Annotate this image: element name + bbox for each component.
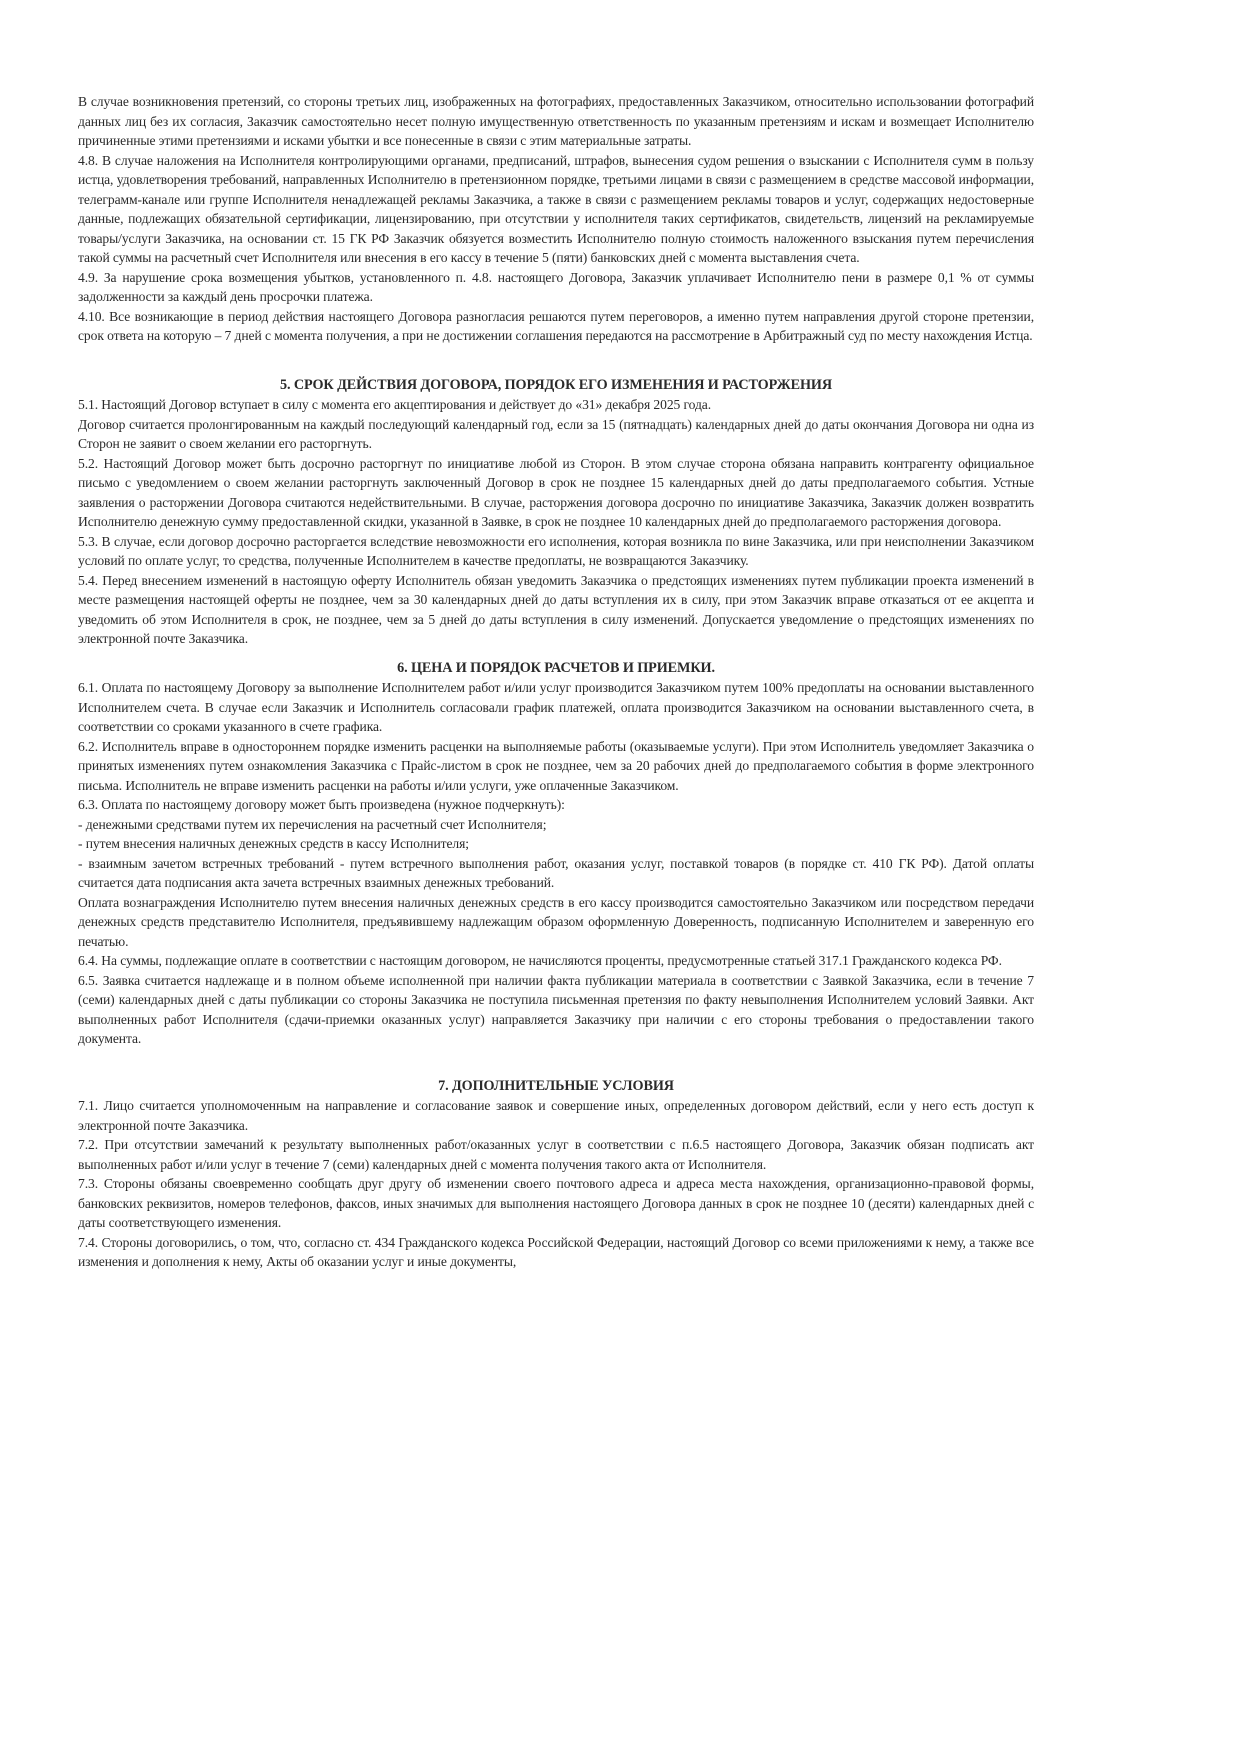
paragraph-7-3: 7.3. Стороны обязаны своевременно сообщать друг другу об изменении своего почтового адреса и адреса места нахождения, организационно-правовой формы, банковских реквизитов, номеров телефонов, факсов, иных значимых для выполнения настоящего Договора данных в срок не позднее 10 (десяти) календарных дней с даты соответствующего изменения.	[78, 1176, 1034, 1230]
payment-option-2: - путем внесения наличных денежных средств в кассу Исполнителя;	[78, 836, 469, 851]
section-5-title: 5. СРОК ДЕЙСТВИЯ ДОГОВОРА, ПОРЯДОК ЕГО ИЗМЕНЕНИЯ И РАСТОРЖЕНИЯ	[279, 376, 832, 393]
contract-page	[78, 92, 1034, 1272]
paragraph-5-4: 5.4. Перед внесением изменений в настоящую оферту Исполнитель обязан уведомить Заказчика о предстоящих изменениях путем публикации проекта изменений в месте размещения настоящей оферты не позднее, чем за 30 календарных дней до даты вступления их в силу, при этом Заказчик вправе отказаться от ее акцепта и уведомить об этом Исполнителя в срок, не позднее, чем за 5 дней до даты вступления в силу изменений. Допускается уведомление о предстоящих изменениях по электронной почте Заказчика.	[78, 572, 1034, 646]
paragraph-6-5: 6.5. Заявка считается надлежаще и в полном объеме исполненной при наличии факта публикации материала в соответствии с Заявкой Заказчика, если в течение 7 (семи) календарных дней с даты публикации со стороны Заказчика не поступила письменная претензия по факту невыполнения Исполнителем условий Заявки. Акт выполненных работ Исполнителя (сдачи-приемки оказанных услуг) направляется Заказчику при наличии с его стороны требования о предоставлении такого документа.	[78, 972, 1034, 1046]
paragraph-5-2: 5.2. Настоящий Договор может быть досрочно расторгнут по инициативе любой из Сторон. В этом случае сторона обязана направить контрагенту официальное письмо с уведомлением о своем желании расторгнуть заключенный Договор в срок не позднее 15 календарных дней до даты предполагаемого события. Устные заявления о расторжении Договора считаются недействительными. В случае, расторжения договора досрочно по инициативе Заказчика, Заказчик должен возвратить Исполнителю денежную сумму предоставленной скидки, указанной в Заявке, в срок не позднее 10 календарных дней до предполагаемого расторжения договора.	[78, 455, 1034, 529]
paragraph-5-1: 5.1. Настоящий Договор вступает в силу с момента его акцептирования и действует до «31» декабря 2025 года.	[78, 397, 712, 412]
paragraph-4-8: 4.8. В случае наложения на Исполнителя контролирующими органами, предписаний, штрафов, вынесения судом решения о взыскании с Исполнителя сумм в пользу истца, удовлетворения требований, направленных Исполнителю в претензионном порядке, третьими лицами в связи с размещением в средстве массовой информации, телеграмм-канале или группе Исполнителя ненадлежащей рекламы Заказчика, а также в связи с размещением рекламы товаров и услуг, содержащих недостоверные данные, подлежащих обязательной сертификации, лицензированию, при отсутствии у исполнителя таких сертификатов, свидетельств, лицензий на рекламируемые товары/услуги Заказчика, на основании ст. 15 ГК РФ Заказчик обязуется возместить Исполнителю полную стоимость наложенного взыскания путем перечисления такой суммы на расчетный счет Исполнителя или внесения в его кассу в течение 5 (пяти) банковских дней с момента выставления счета.	[78, 152, 1034, 265]
paragraph-6-3: 6.3. Оплата по настоящему договору может быть произведена (нужное подчеркнуть):	[78, 797, 565, 812]
section-6-title: 6. ЦЕНА И ПОРЯДОК РАСЧЕТОВ И ПРИЕМКИ.	[397, 659, 715, 676]
paragraph-6-1: 6.1. Оплата по настоящему Договору за выполнение Исполнителем работ и/или услуг производится Заказчиком путем 100% предоплаты на основании выставленного Исполнителем счета. В случае если Заказчик и Исполнитель согласовали график платежей, оплата производится Заказчиком на основании выставленного счета, в соответствии со сроками указанного в счете графика.	[78, 680, 1034, 734]
payment-option-1: - денежными средствами путем их перечисления на расчетный счет Исполнителя;	[78, 816, 547, 832]
paragraph-5-1-b: Договор считается пролонгированным на каждый последующий календарный год, если за 15 (пятнадцать) календарных дней до даты окончания Договора ни одна из Сторон не заявит о своем желании его расторгнуть.	[78, 416, 1034, 451]
paragraph-7-2: 7.2. При отсутствии замечаний к результату выполненных работ/оказанных услуг в соответствии с п.6.5 настоящего Договора, Заказчик обязан подписать акт выполненных работ и/или услуг в течение 7 (семи) календарных дней с момента получения такого акта от Исполнителя.	[78, 1137, 1034, 1172]
paragraph-4-10: 4.10. Все возникающие в период действия настоящего Договора разногласия решаются путем переговоров, а именно путем направления другой стороне претензии, срок ответа на которую – 7 дней с момента получения, а при не достижении соглашения передаются на рассмотрение в Арбитражный суд по месту нахождения Истца.	[78, 308, 1034, 343]
paragraph-4-9: 4.9. За нарушение срока возмещения убытков, установленного п. 4.8. настоящего Договора, Заказчик уплачивает Исполнителю пени в размере 0,1 % от суммы задолженности за каждый день просрочки платежа.	[78, 269, 1034, 304]
section-4-continuation	[78, 92, 1034, 346]
paragraph-5-3: 5.3. В случае, если договор досрочно расторгается вследствие невозможности его исполнения, которая возникла по вине Заказчика, или при неисполнении Заказчиком условий по оплате услуг, то средства, полученные Исполнителем в качестве предоплаты, не возвращаются Заказчику.	[78, 533, 1034, 568]
payment-option-3: - взаимным зачетом встречных требований - путем встречного выполнения работ, оказания услуг, поставкой товаров (в порядке ст. 410 ГК РФ). Датой оплаты считается дата подписания акта зачета встречных взаимных денежных требований.	[78, 855, 1034, 890]
paragraph-6-3-b: Оплата вознаграждения Исполнителю путем внесения наличных денежных средств в его кассу производится самостоятельно Заказчиком или посредством передачи денежных средств представителю Исполнителя, предъявившему надлежащим образом оформленную Доверенность, подписанную Исполнителем и заверенную его печатью.	[78, 894, 1034, 949]
section-7	[78, 1077, 1034, 1272]
paragraph-6-2: 6.2. Исполнитель вправе в одностороннем порядке изменить расценки на выполняемые работы (оказываемые услуги). При этом Исполнитель уведомляет Заказчика о принятых изменениях путем ознакомления Заказчика с Прайс-листом в срок не позднее, чем за 20 рабочих дней до предполагаемого события в форме электронного письма. Исполнитель не вправе изменить расценки на работы и/или услуги, уже оплаченные Заказчиком.	[78, 738, 1034, 793]
paragraph-7-4: 7.4. Стороны договорились, о том, что, согласно ст. 434 Гражданского кодекса Российской Федерации, настоящий Договор со всеми приложениями к нему, а также все изменения и дополнения к нему, Акты об оказании услуг и иные документы,	[78, 1234, 1034, 1269]
section-6	[78, 659, 1034, 1049]
section-5	[78, 376, 1034, 649]
paragraph-4-7-cont: В случае возникновения претензий, со стороны третьих лиц, изображенных на фотографиях, предоставленных Заказчиком, относительно использовании фотографий данных лиц без их согласия, Заказчик самостоятельно несет полную имущественную ответственность по указанным претензиям и искам и возмещает Исполнителю причиненные этими претензиями и исками убытки и все понесенные в связи с этим материальные затраты.	[78, 94, 1034, 148]
paragraph-7-1: 7.1. Лицо считается уполномоченным на направление и согласование заявок и совершение иных, определенных договором действий, если у него есть доступ к электронной почте Заказчика.	[78, 1098, 1034, 1133]
paragraph-6-4: 6.4. На суммы, подлежащие оплате в соответствии с настоящим договором, не начисляются проценты, предусмотренные статьей 317.1 Гражданского кодекса РФ.	[78, 953, 1002, 968]
section-7-title: 7. ДОПОЛНИТЕЛЬНЫЕ УСЛОВИЯ	[438, 1077, 674, 1094]
